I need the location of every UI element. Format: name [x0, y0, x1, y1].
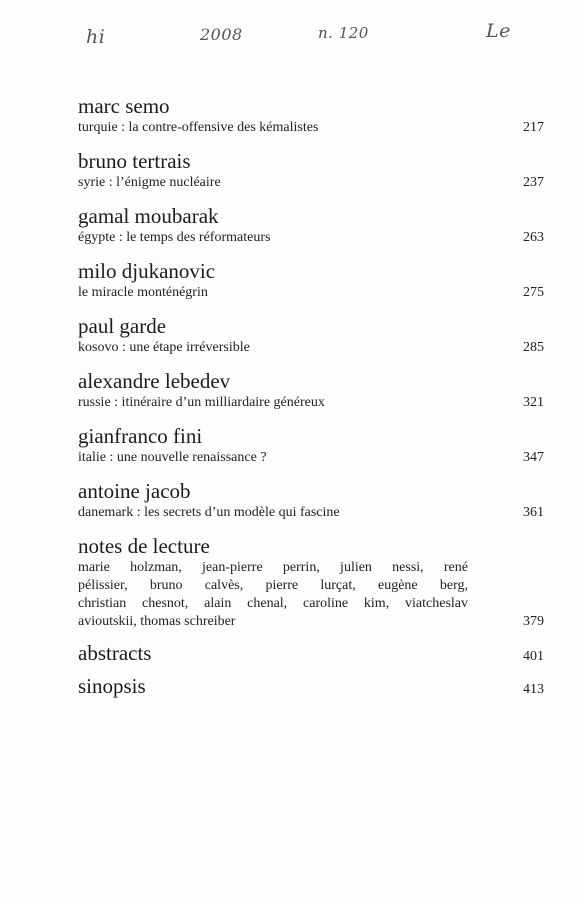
notes-names-line: pélissier, bruno calvès, pierre lurçat, eugène berg,: [78, 578, 468, 593]
entry-author: milo djukanovic: [78, 259, 216, 283]
handwritten-mark-2: Le: [486, 20, 511, 42]
toc-entry: [78, 203, 544, 247]
entry-title: danemark : les secrets d’un modèle qui fascine: [78, 505, 340, 520]
entry-author: paul garde: [78, 314, 167, 338]
toc-entry: [78, 148, 544, 192]
entry-row: [78, 174, 544, 192]
notes-names-line: christian chesnot, alain chenal, caroline kim, viatcheslav: [78, 596, 468, 611]
entry-page-number: 379: [523, 614, 544, 629]
entry-page-number: 347: [523, 450, 544, 465]
handwritten-year: 2008: [200, 25, 243, 44]
toc-entry-notes: [78, 533, 544, 631]
entry-title: kosovo : une étape irréversible: [78, 340, 250, 355]
notes-last-line: avioutskii, thomas schreiber: [78, 614, 236, 629]
entry-title: turquie : la contre-offensive des kémalistes: [78, 120, 319, 135]
entry-title: italie : une nouvelle renaissance ?: [78, 450, 267, 465]
abstracts-label: abstracts: [78, 641, 152, 665]
entry-page-number: 275: [523, 285, 544, 300]
notes-names-line: marie holzman, jean-pierre perrin, julien nessi, rené: [78, 560, 468, 575]
entry-author: bruno tertrais: [78, 149, 191, 173]
entry-page-number: 321: [523, 395, 544, 410]
entry-author: marc semo: [78, 94, 170, 118]
entry-page-number: 237: [523, 175, 544, 190]
entry-title: le miracle monténégrin: [78, 285, 208, 300]
toc-entry-sinopsis: [78, 673, 544, 699]
entry-author: alexandre lebedev: [78, 369, 231, 393]
handwritten-issue-number: n. 120: [318, 24, 369, 42]
entry-row: [78, 284, 544, 302]
entry-row: [78, 504, 544, 522]
entry-author: gianfranco fini: [78, 424, 203, 448]
notes-heading: notes de lecture: [78, 534, 210, 558]
toc-entry: [78, 423, 544, 467]
notes-contributors: [78, 559, 544, 613]
toc-entry: [78, 478, 544, 522]
entry-row: [78, 119, 544, 137]
entry-row: [78, 394, 544, 412]
entry-page-number: 217: [523, 120, 544, 135]
handwritten-mark-1: hi: [86, 26, 106, 48]
entry-page-number: 285: [523, 340, 544, 355]
entry-page-number: 413: [523, 682, 544, 697]
entry-title: égypte : le temps des réformateurs: [78, 230, 271, 245]
entry-row: [78, 339, 544, 357]
toc-entry: [78, 368, 544, 412]
toc-entry: [78, 313, 544, 357]
entry-author: antoine jacob: [78, 479, 191, 503]
entry-page-number: 361: [523, 505, 544, 520]
sinopsis-label: sinopsis: [78, 674, 146, 698]
entry-author: gamal moubarak: [78, 204, 219, 228]
entry-title: syrie : l’énigme nucléaire: [78, 175, 221, 190]
entry-row: [78, 229, 544, 247]
entry-page-number: 401: [523, 649, 544, 664]
entry-title: russie : itinéraire d’un milliardaire généreux: [78, 395, 325, 410]
toc-entry: [78, 258, 544, 302]
toc-entry: [78, 93, 544, 137]
entry-row: [78, 449, 544, 467]
toc-entry-abstracts: [78, 640, 544, 666]
entry-page-number: 263: [523, 230, 544, 245]
table-of-contents: [78, 93, 544, 699]
entry-row: [78, 613, 544, 631]
